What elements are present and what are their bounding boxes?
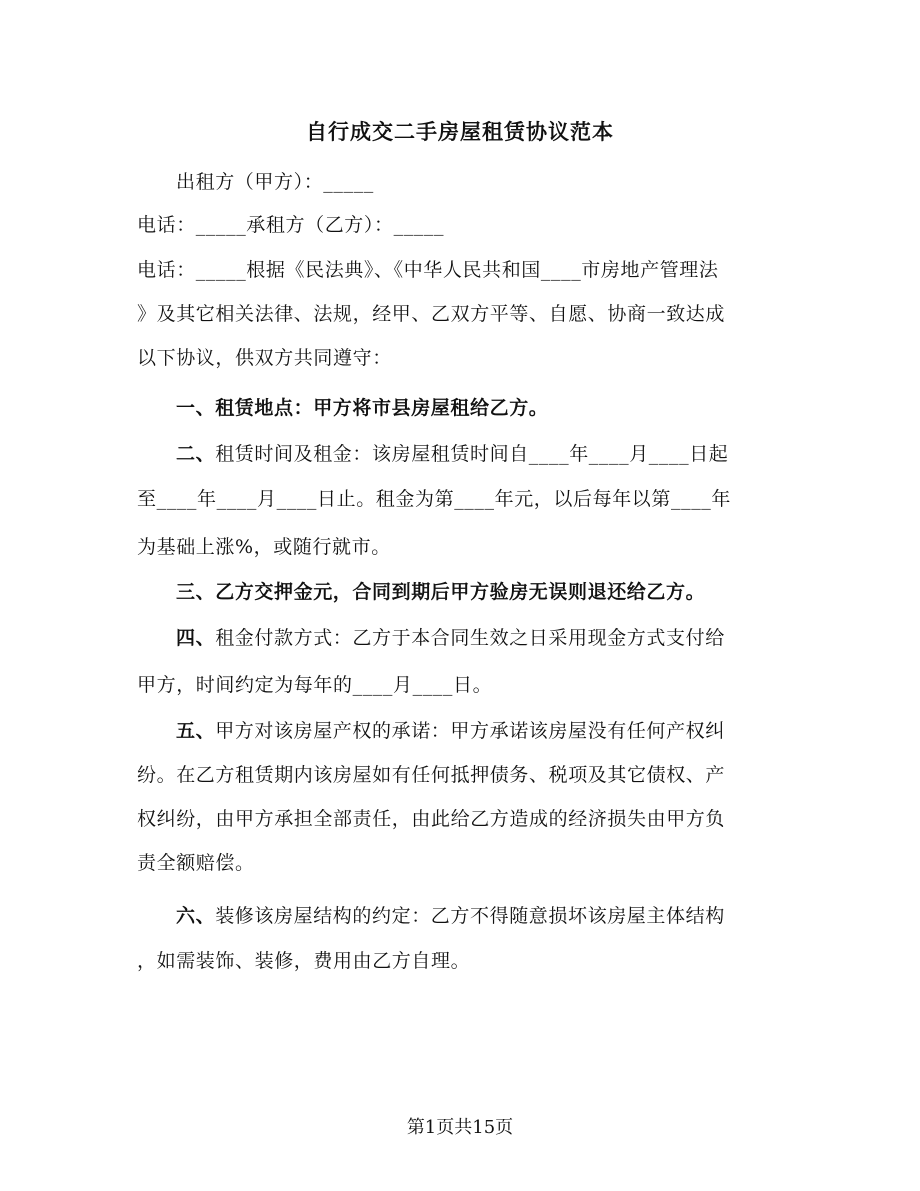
text-line: 为基础上涨%，或随行就市。 bbox=[137, 536, 391, 558]
page-number: 第1页共15页 bbox=[406, 1117, 514, 1138]
text-line: 以下协议，供双方共同遵守： bbox=[137, 347, 392, 369]
clause-6: 六、装修该房屋结构的约定：乙方不得随意损坏该房屋主体结构 bbox=[176, 905, 725, 927]
text-line: 责全额赔偿。 bbox=[137, 852, 255, 874]
text-line: 电话：_____承租方（乙方）：_____ bbox=[137, 214, 445, 236]
text-line: 出租方（甲方）：_____ bbox=[176, 171, 374, 193]
text-line: 电话：_____根据《民法典》、《中华人民共和国____市房地产管理法 bbox=[137, 259, 719, 281]
text-line: 》及其它相关法律、法规，经甲、乙双方平等、自愿、协商一致达成 bbox=[137, 303, 726, 325]
clause-3: 三、乙方交押金元，合同到期后甲方验房无误则退还给乙方。 bbox=[176, 581, 706, 603]
text-line: 至____年____月____日止。租金为第____年元，以后每年以第____年 bbox=[137, 488, 732, 510]
clause-5: 五、甲方对该房屋产权的承诺：甲方承诺该房屋没有任何产权纠 bbox=[176, 720, 725, 742]
document-title: 自行成交二手房屋租赁协议范本 bbox=[306, 119, 614, 144]
clause-1: 一、租赁地点：甲方将市县房屋租给乙方。 bbox=[176, 397, 549, 419]
text-line: 甲方，时间约定为每年的____月____日。 bbox=[137, 674, 493, 696]
text-line: ，如需装饰、装修，费用由乙方自理。 bbox=[137, 950, 471, 972]
clause-2: 二、租赁时间及租金：该房屋租赁时间自____年____月____日起 bbox=[176, 443, 729, 465]
text-line: 权纠纷，由甲方承担全部责任，由此给乙方造成的经济损失由甲方负 bbox=[137, 808, 726, 830]
text-line: 纷。在乙方租赁期内该房屋如有任何抵押债务、税项及其它债权、产 bbox=[137, 764, 726, 786]
clause-4: 四、租金付款方式：乙方于本合同生效之日采用现金方式支付给 bbox=[176, 627, 725, 649]
